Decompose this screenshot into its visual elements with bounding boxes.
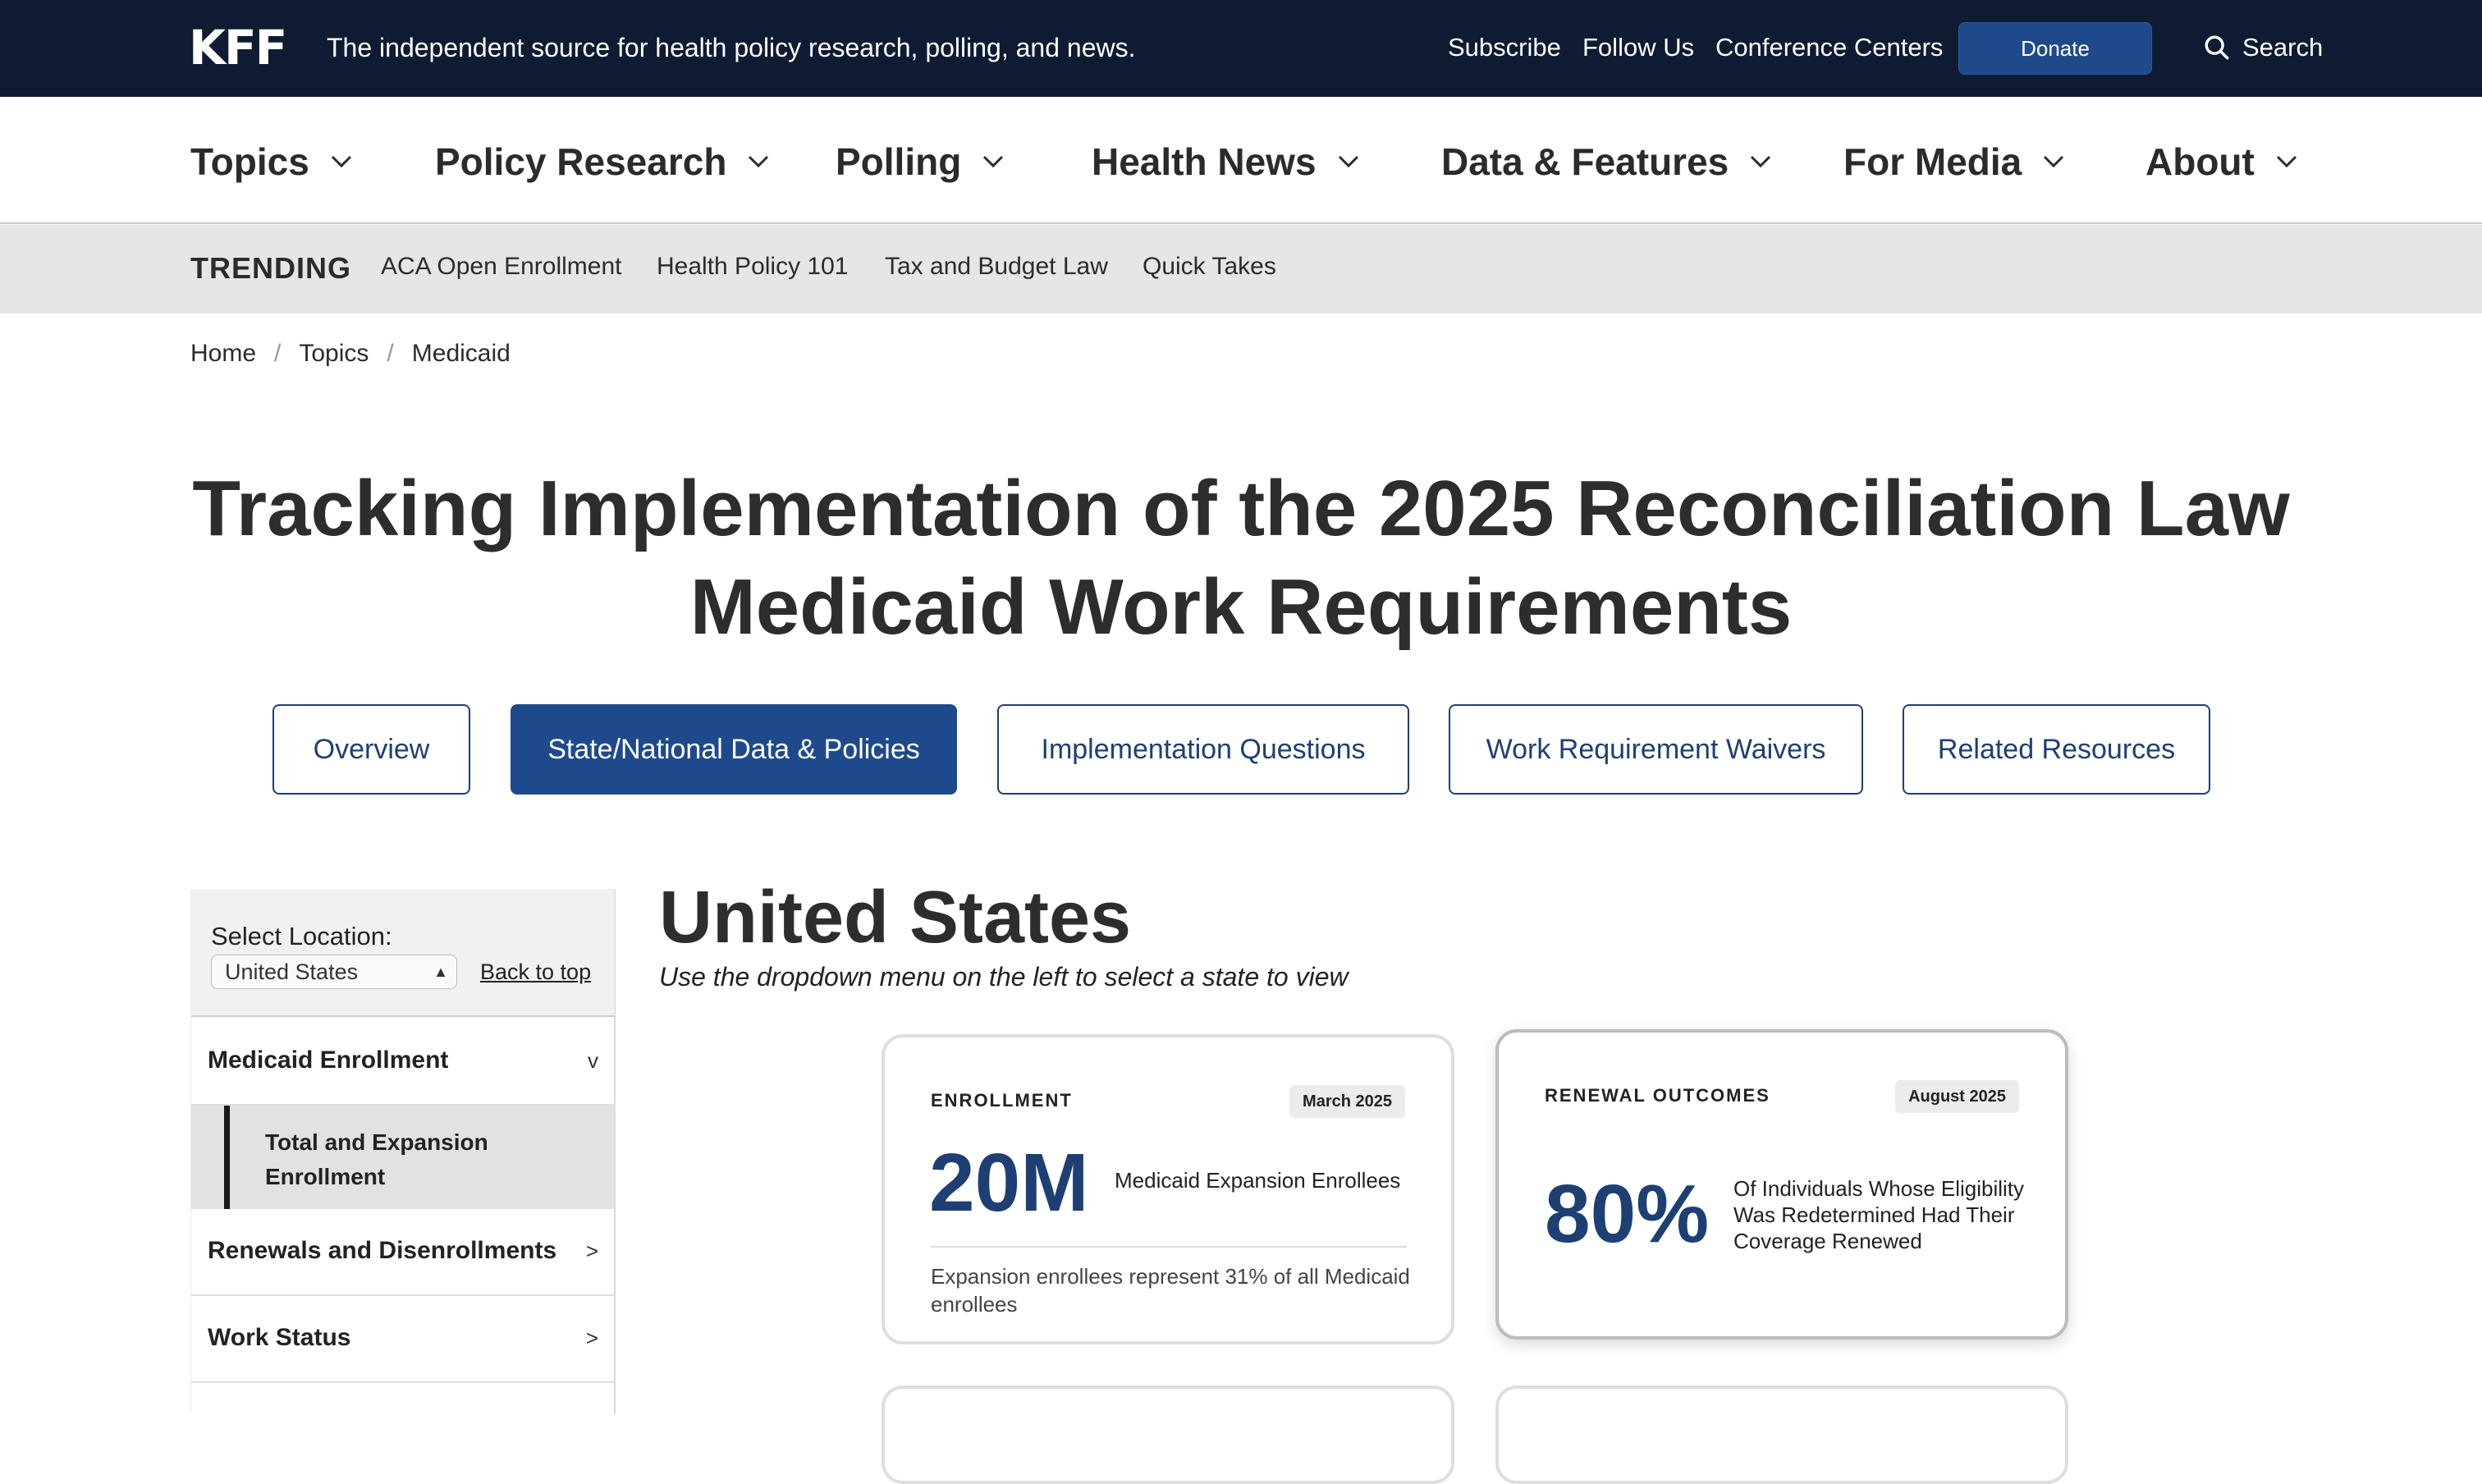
card-big-value: 20M (929, 1137, 1089, 1229)
main-nav (0, 97, 2482, 224)
donate-button[interactable]: Donate (1958, 22, 2152, 75)
nav-topics[interactable] (190, 133, 352, 190)
sidebar-item-label: Medicaid Enrollment (208, 1047, 449, 1074)
breadcrumb-home[interactable]: Home (190, 340, 257, 367)
kff-logo[interactable]: KFF (189, 20, 286, 76)
chevron-down-icon (748, 155, 769, 168)
renewal-outcomes-card (1495, 1029, 2068, 1340)
breadcrumb-topics[interactable]: Topics (299, 340, 369, 367)
card-divider (931, 1246, 1407, 1248)
nav-health-news-label: Health News (1092, 140, 1317, 183)
nav-data-features[interactable] (1441, 133, 1771, 190)
subscribe-link[interactable]: Subscribe (1448, 33, 1561, 62)
tab-related-resources[interactable]: Related Resources (1903, 704, 2210, 795)
search-button[interactable] (2203, 30, 2323, 66)
sidebar-item-label: Work Status (208, 1324, 351, 1351)
nav-about-label: About (2145, 140, 2255, 183)
conference-centers-link[interactable]: Conference Centers (1715, 33, 1944, 62)
breadcrumb (190, 340, 511, 368)
select-arrows-icon: ▲ (433, 964, 448, 980)
chevron-down-icon: v (588, 1048, 598, 1073)
card-label: ENROLLMENT (931, 1090, 1073, 1111)
sidebar-item-renewals[interactable] (191, 1209, 615, 1296)
page-title-line1: Tracking Implementation of the 2025 Reconciliation Law (192, 465, 2290, 552)
trending-link-aca[interactable]: ACA Open Enrollment (381, 253, 622, 280)
sidebar-item-work-status[interactable] (191, 1296, 615, 1383)
nav-for-media[interactable] (1843, 133, 2064, 190)
nav-data-features-label: Data & Features (1441, 140, 1729, 183)
sidebar (190, 889, 616, 1414)
card-partial (1495, 1386, 2068, 1484)
location-dropdown[interactable] (211, 955, 457, 989)
chevron-down-icon (2043, 155, 2064, 168)
breadcrumb-separator: / (274, 340, 282, 367)
location-label: Select Location: (211, 922, 392, 950)
tab-overview[interactable]: Overview (272, 704, 470, 795)
page-title (0, 460, 2482, 657)
nav-polling-label: Polling (836, 140, 962, 183)
chevron-down-icon (1338, 155, 1359, 168)
chevron-down-icon (331, 155, 352, 168)
breadcrumb-medicaid[interactable]: Medicaid (411, 340, 511, 367)
nav-health-news[interactable] (1092, 133, 1359, 190)
tab-work-requirement-waivers[interactable]: Work Requirement Waivers (1449, 704, 1863, 795)
trending-link-health-policy[interactable]: Health Policy 101 (657, 253, 849, 280)
trending-bar (0, 225, 2482, 314)
location-dropdown-value: United States (225, 960, 359, 984)
location-instructions: Use the dropdown menu on the left to select a state to view (659, 962, 1349, 992)
sidebar-subitem-label: Total and Expansion Enrollment (265, 1129, 488, 1189)
trending-link-tax-budget[interactable]: Tax and Budget Law (885, 253, 1108, 280)
chevron-down-icon (2276, 155, 2297, 168)
top-bar (0, 0, 2482, 97)
card-date-badge: March 2025 (1289, 1085, 1405, 1118)
search-icon (2203, 34, 2231, 62)
sidebar-item-medicaid-enrollment[interactable] (191, 1017, 615, 1106)
chevron-down-icon (982, 155, 1004, 168)
trending-label: TRENDING (190, 251, 351, 285)
search-label: Search (2242, 33, 2324, 62)
nav-about[interactable] (2145, 133, 2297, 190)
chevron-right-icon: > (585, 1326, 598, 1350)
tab-implementation-questions[interactable]: Implementation Questions (997, 704, 1409, 795)
card-description: Medicaid Expansion Enrollees (1115, 1168, 1401, 1193)
active-indicator (224, 1106, 230, 1209)
page-title-line2: Medicaid Work Requirements (689, 563, 1793, 651)
nav-topics-label: Topics (190, 140, 309, 183)
location-selector (191, 889, 615, 1017)
location-heading: United States (659, 877, 1132, 959)
card-date-badge: August 2025 (1895, 1080, 2019, 1113)
card-description: Of Individuals Whose Eligibility Was Redetermined Had Their Coverage Renewed (1733, 1176, 2025, 1253)
nav-for-media-label: For Media (1843, 140, 2022, 183)
chevron-right-icon: > (585, 1239, 598, 1263)
tab-state-national-data[interactable]: State/National Data & Policies (511, 704, 957, 795)
card-big-value: 80% (1545, 1168, 1710, 1260)
nav-policy-research[interactable] (435, 133, 769, 190)
chevron-down-icon (1750, 155, 1771, 168)
sidebar-item-label: Renewals and Disenrollments (208, 1237, 557, 1264)
card-partial (882, 1386, 1454, 1484)
follow-us-link[interactable]: Follow Us (1582, 33, 1695, 62)
card-note: Expansion enrollees represent 31% of all Medicaid enrollees (931, 1264, 1410, 1317)
back-to-top-link[interactable]: Back to top (480, 960, 592, 984)
breadcrumb-separator: / (387, 340, 394, 367)
nav-polling[interactable] (836, 133, 1004, 190)
sidebar-subitem-total-expansion[interactable] (191, 1106, 615, 1209)
trending-link-quick-takes[interactable]: Quick Takes (1143, 253, 1276, 280)
enrollment-card (882, 1034, 1454, 1344)
card-label: RENEWAL OUTCOMES (1545, 1085, 1770, 1106)
nav-policy-research-label: Policy Research (435, 140, 727, 183)
site-tagline: The independent source for health policy research, polling, and news. (327, 33, 1136, 62)
